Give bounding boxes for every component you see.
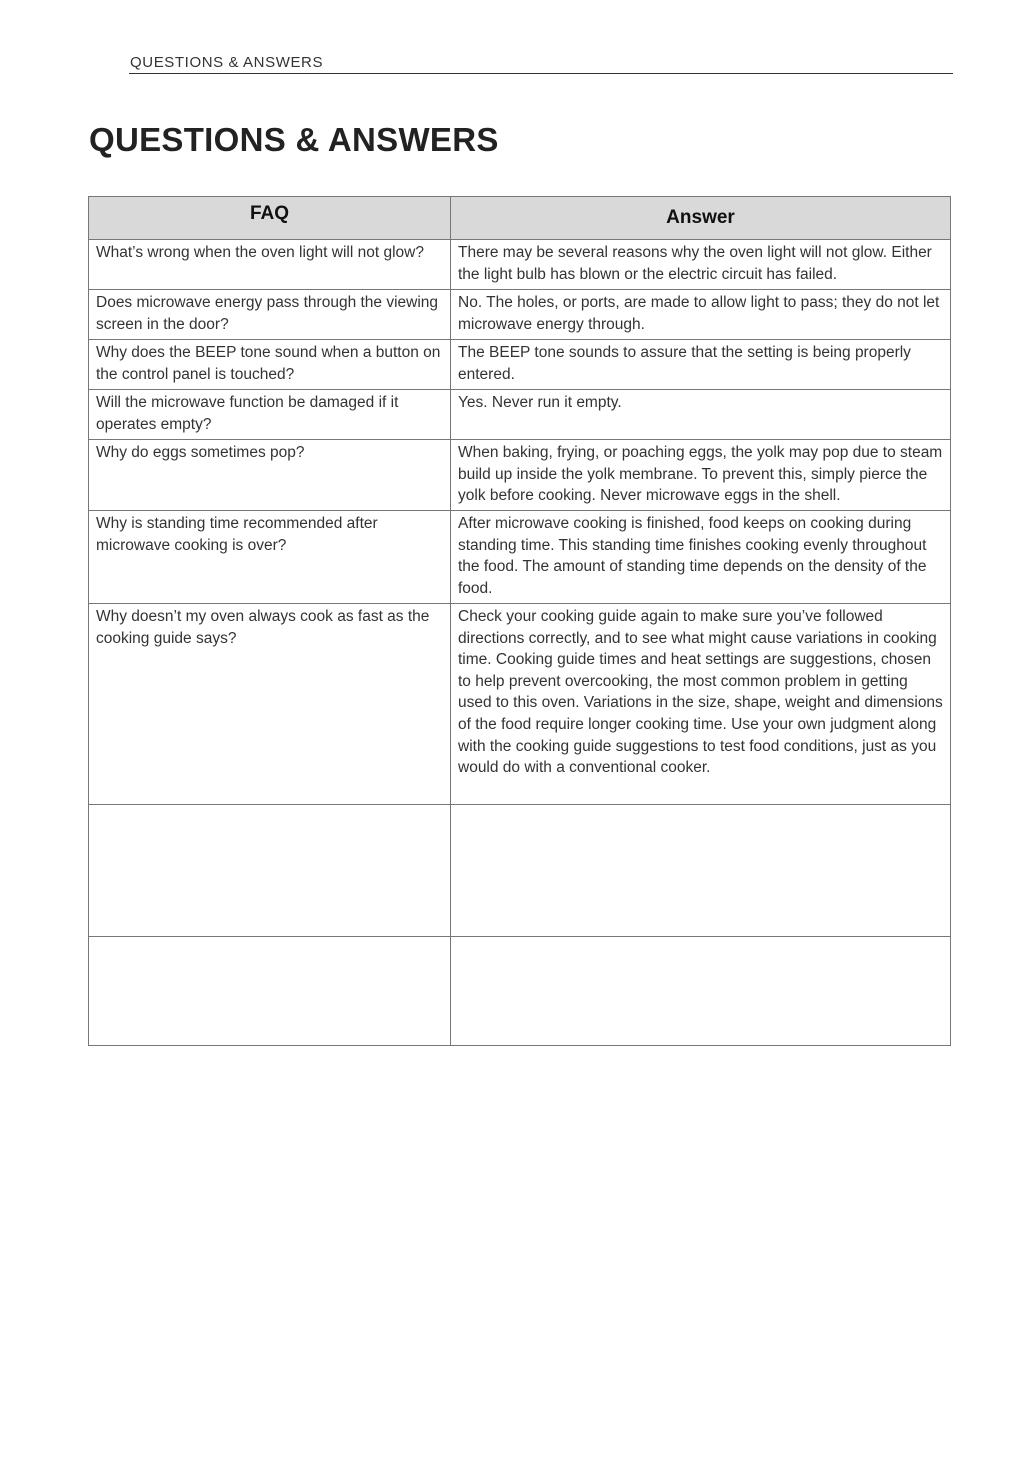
question-cell: Will the microwave function be damaged if it operates empty?: [89, 390, 451, 440]
question-cell: Why doesn’t my oven always cook as fast as the cooking guide says?: [89, 604, 451, 805]
answer-cell: The BEEP tone sounds to assure that the setting is being properly entered.: [451, 340, 951, 390]
column-header-faq: FAQ: [89, 197, 451, 240]
answer-cell: When baking, frying, or poaching eggs, the yolk may pop due to steam build up inside the yolk membrane. To prevent this, simply pierce the yolk before cooking. Never microwave eggs in the shell.: [451, 440, 951, 511]
faq-table: [88, 196, 951, 1046]
table-row: [89, 340, 951, 390]
running-header-text: QUESTIONS & ANSWERS: [130, 54, 324, 71]
table-row-empty: [89, 937, 951, 1046]
table-row: [89, 511, 951, 604]
table-row: [89, 390, 951, 440]
answer-cell: [451, 805, 951, 937]
answer-cell: After microwave cooking is finished, food keeps on cooking during standing time. This standing time finishes cooking evenly throughout the food. The amount of standing time depends on the density of the food.: [451, 511, 951, 604]
table-row: [89, 290, 951, 340]
running-header: [129, 54, 953, 74]
table-row: [89, 240, 951, 290]
answer-cell: Check your cooking guide again to make sure you’ve followed directions correctly, and to see what might cause variations in cooking time. Cooking guide times and heat settings are suggestions, chosen to help prevent overcooking, the most common problem in getting used to this oven. Variations in the size, shape, weight and dimensions of the food require longer cooking time. Use your own judgment along with the cooking guide suggestions to test food conditions, just as you would do with a conventional cooker.: [451, 604, 951, 805]
answer-cell: [451, 937, 951, 1046]
answer-cell: Yes. Never run it empty.: [451, 390, 951, 440]
page-title: QUESTIONS & ANSWERS: [89, 121, 499, 158]
question-cell: Why is standing time recommended after microwave cooking is over?: [89, 511, 451, 604]
question-cell: Why does the BEEP tone sound when a button on the control panel is touched?: [89, 340, 451, 390]
table-row-empty: [89, 805, 951, 937]
answer-cell: No. The holes, or ports, are made to allow light to pass; they do not let microwave energy through.: [451, 290, 951, 340]
question-cell: Does microwave energy pass through the viewing screen in the door?: [89, 290, 451, 340]
table-row: [89, 604, 951, 805]
table-row: [89, 440, 951, 511]
column-header-answer: Answer: [451, 197, 951, 240]
answer-cell: There may be several reasons why the oven light will not glow. Either the light bulb has blown or the electric circuit has failed.: [451, 240, 951, 290]
question-cell: [89, 937, 451, 1046]
question-cell: [89, 805, 451, 937]
question-cell: Why do eggs sometimes pop?: [89, 440, 451, 511]
table-header-row: [89, 197, 951, 240]
question-cell: What’s wrong when the oven light will not glow?: [89, 240, 451, 290]
